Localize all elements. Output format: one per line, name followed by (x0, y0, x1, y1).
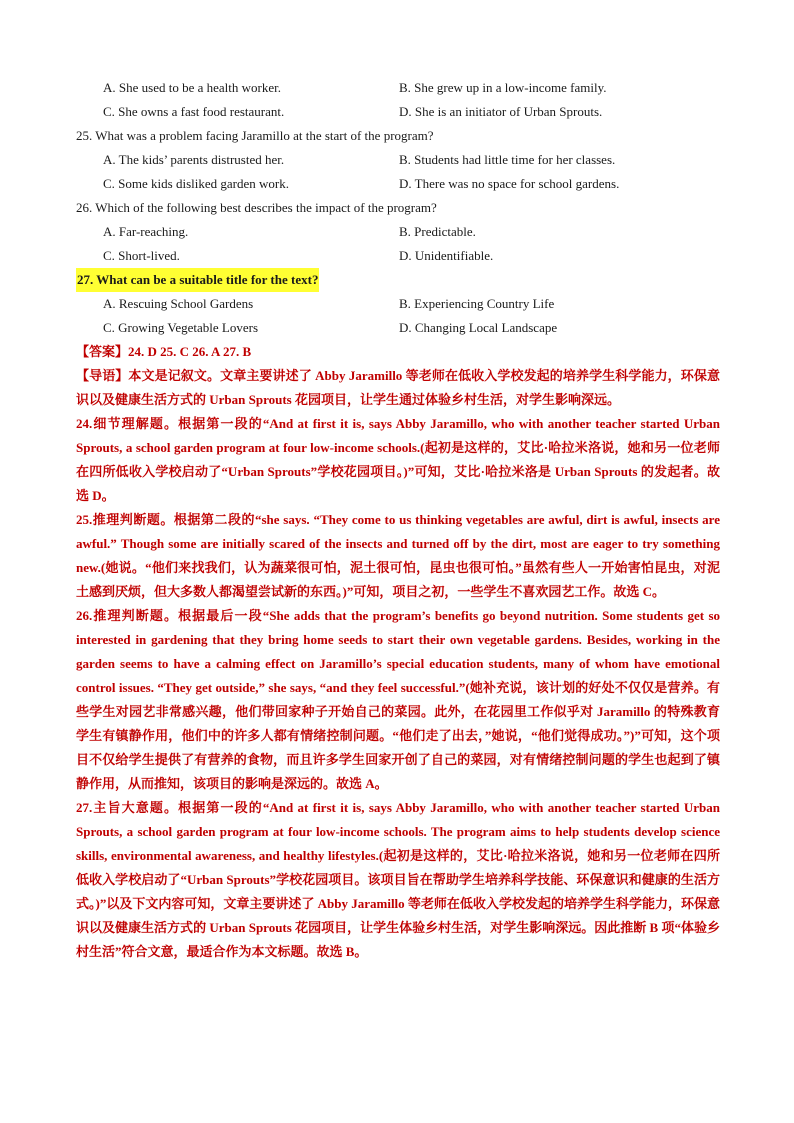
q26-option-c: C. Short-lived. (103, 248, 180, 263)
q27-option-d: D. Changing Local Landscape (399, 320, 558, 335)
q24-option-a: A. She used to be a health worker. (103, 80, 281, 95)
explanation-27: 27.主旨大意题。根据第一段的“And at first it is, says Abby Jaramillo, who with another teacher started Urban Sprouts, a school garden program at four low-income schools. The program aims to help students develop science skills, environmental awareness, and healthy lifestyles.(起初是这样的，艾比·哈拉米洛说，她和另一位老师在四所低收入学校启动了“Urban Sprouts”学校花园项目。该项目旨在帮助学生培养科学技能、环保意识和健康的生活方式。)”以及下文内容可知，文章主要讲述了 Abby Jaramillo 等老师在低收入学校发起的培养学生科学能力，环保意识以及健康生活方式的 Urban Sprouts 花园项目，让学生体验乡村生活，对学生影响深远。因此推断 B 项“体验乡村生活”符合文意，最适合作为本文标题。故选 B。 (76, 800, 720, 959)
q26-options (103, 220, 743, 268)
q27-option-a: A. Rescuing School Gardens (103, 296, 254, 311)
explanation-25: 25.推理判断题。根据第二段的“she says. “They come to us thinking vegetables are awful, dirt is awful, insects are awful.” Though some are initially scared of the insects and turned off by the dirt, most are eager to try something new.(她说。“他们来找我们，认为蔬菜很可怕，泥土很可怕，昆虫也很可怕。”虽然有些人一开始害怕昆虫，对泥土感到厌烦，但大多数人都渴望尝试新的东西。)”可知，项目之初，一些学生不喜欢园艺工作。故选 C。 (76, 512, 720, 599)
q25-option-a: A. The kids’ parents distrusted her. (103, 152, 285, 167)
q25-option-c: C. Some kids disliked garden work. (103, 176, 289, 191)
q27-option-c: C. Growing Vegetable Lovers (103, 320, 259, 335)
q26-option-d: D. Unidentifiable. (399, 248, 494, 263)
q25-options (103, 148, 743, 196)
answer-key: 【答案】24. D 25. C 26. A 27. B (76, 344, 252, 359)
explanation-24: 24.细节理解题。根据第一段的“And at first it is, says Abby Jaramillo, who with another teacher started Urban Sprouts, a school garden program at four low-income schools.(起初是这样的，艾比·哈拉米洛说，她和另一位老师在四所低收入学校启动了“Urban Sprouts”学校花园项目。)”可知，艾比·哈拉米洛是 Urban Sprouts 的发起者。故选 D。 (76, 416, 720, 503)
q24-option-c: C. She owns a fast food restaurant. (103, 104, 285, 119)
guide-intro: 【导语】本文是记叙文。文章主要讲述了 Abby Jaramillo 等老师在低收入学校发起的培养学生科学能力，环保意识以及健康生活方式的 Urban Sprouts 花园项目，让学生通过体验乡村生活，对学生影响深远。 (76, 368, 720, 407)
q24-option-b: B. She grew up in a low-income family. (399, 80, 607, 95)
q26-stem: 26. Which of the following best describes the impact of the program? (76, 200, 437, 215)
answer-explanation-block (76, 340, 720, 964)
q24-option-d: D. She is an initiator of Urban Sprouts. (399, 104, 603, 119)
q25-stem: 25. What was a problem facing Jaramillo at the start of the program? (76, 128, 434, 143)
explanation-26: 26.推理判断题。根据最后一段“She adds that the program’s benefits go beyond nutrition. Some students get so interested in gardening that they bring home seeds to start their own vegetable gardens. Besides, working in the garden seems to have a calming effect on Jaramillo’s special education students, many of whom have emotional control issues. “They get outside,” she says, “and they feel successful.”(她补充说，该计划的好处不仅仅是营养。有些学生对园艺非常感兴趣，他们带回家种子开始自己的菜园。此外，在花园里工作似乎对 Jaramillo 的特殊教育学生有镇静作用，他们中的许多人都有情绪控制问题。“他们走了出去，”她说，“他们觉得成功。”)”可知，这个项目不仅给学生提供了有营养的食物，而且许多学生回家开创了自己的菜园，对有情绪控制问题的学生也起到了镇静作用，从而推知，该项目的影响是深远的。故选 A。 (76, 608, 720, 791)
q26-option-a: A. Far-reaching. (103, 224, 189, 239)
q25-option-d: D. There was no space for school gardens. (399, 176, 620, 191)
q25-option-b: B. Students had little time for her classes. (399, 152, 616, 167)
q24-options (103, 76, 743, 124)
q27-option-b: B. Experiencing Country Life (399, 296, 555, 311)
q27-stem: 27. What can be a suitable title for the text? (76, 268, 319, 292)
q26-option-b: B. Predictable. (399, 224, 476, 239)
q27-options (103, 292, 743, 340)
